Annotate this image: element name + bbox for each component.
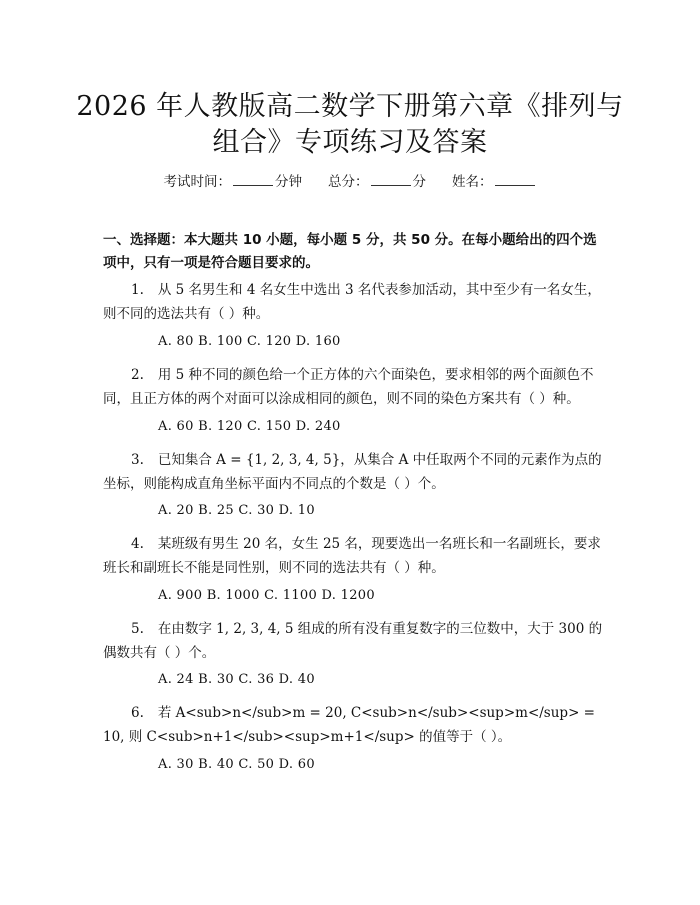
question-text: 已知集合 A = {1, 2, 3, 4, 5}，从集合 A 中任取两个不同的元素作为点的坐标，则能构成直角坐标平面内不同点的个数是（ ）个。	[103, 452, 602, 492]
question-number: 1.	[131, 282, 144, 298]
name-label: 姓名：	[452, 174, 493, 190]
name-blank	[495, 173, 535, 186]
question-text: 某班级有男生 20 名，女生 25 名，现要选出一名班长和一名副班长，要求班长和副班长不能是同性别，则不同的选法共有（ ）种。	[103, 536, 601, 576]
question-number: 6.	[131, 705, 144, 721]
document-title-line-2: 组合》专项练习及答案	[212, 127, 488, 158]
time-label: 考试时间：	[163, 174, 231, 190]
question-3	[103, 448, 603, 496]
section-heading-multiple-choice: 一、选择题：本大题共 10 小题，每小题 5 分，共 50 分。在每小题给出的四个选项中，只有一项是符合题目要求的。	[103, 232, 597, 271]
question-1-options: A. 80 B. 100 C. 120 D. 160	[158, 334, 341, 349]
question-text: 从 5 名男生和 4 名女生中选出 3 名代表参加活动，其中至少有一名女生，则不同的选法共有（ ）种。	[103, 282, 601, 322]
question-number: 3.	[131, 452, 144, 468]
question-2-options: A. 60 B. 120 C. 150 D. 240	[158, 419, 341, 434]
question-number: 4.	[131, 536, 144, 552]
question-3-options: A. 20 B. 25 C. 30 D. 10	[158, 503, 315, 518]
time-blank	[233, 173, 273, 186]
score-label: 总分：	[328, 174, 369, 190]
question-5	[103, 617, 603, 665]
score-unit: 分	[412, 174, 426, 190]
question-text: 在由数字 1, 2, 3, 4, 5 组成的所有没有重复数字的三位数中，大于 300 的偶数共有（ ）个。	[103, 621, 603, 661]
exam-meta	[0, 170, 700, 190]
question-2	[103, 363, 603, 411]
question-6	[103, 701, 603, 749]
question-text: 若 A<sub>n</sub>m = 20, C<sub>n</sub><sup>m</sup> = 10, 则 C<sub>n+1</sub><sup>m+1</sup> 的值等于（ ）。	[103, 705, 595, 745]
question-1	[103, 278, 603, 326]
question-4-options: A. 900 B. 1000 C. 1100 D. 1200	[158, 588, 375, 603]
question-6-options: A. 30 B. 40 C. 50 D. 60	[158, 757, 315, 772]
document-title-line-1: 2026 年人教版高二数学下册第六章《排列与	[76, 91, 624, 122]
question-number: 2.	[131, 367, 144, 383]
question-4	[103, 532, 603, 580]
question-5-options: A. 24 B. 30 C. 36 D. 40	[158, 672, 315, 687]
question-number: 5.	[131, 621, 144, 637]
question-text: 用 5 种不同的颜色给一个正方体的六个面染色，要求相邻的两个面颜色不同，且正方体的两个对面可以涂成相同的颜色，则不同的染色方案共有（ ）种。	[103, 367, 594, 407]
score-blank	[371, 173, 411, 186]
time-unit: 分钟	[275, 174, 302, 190]
